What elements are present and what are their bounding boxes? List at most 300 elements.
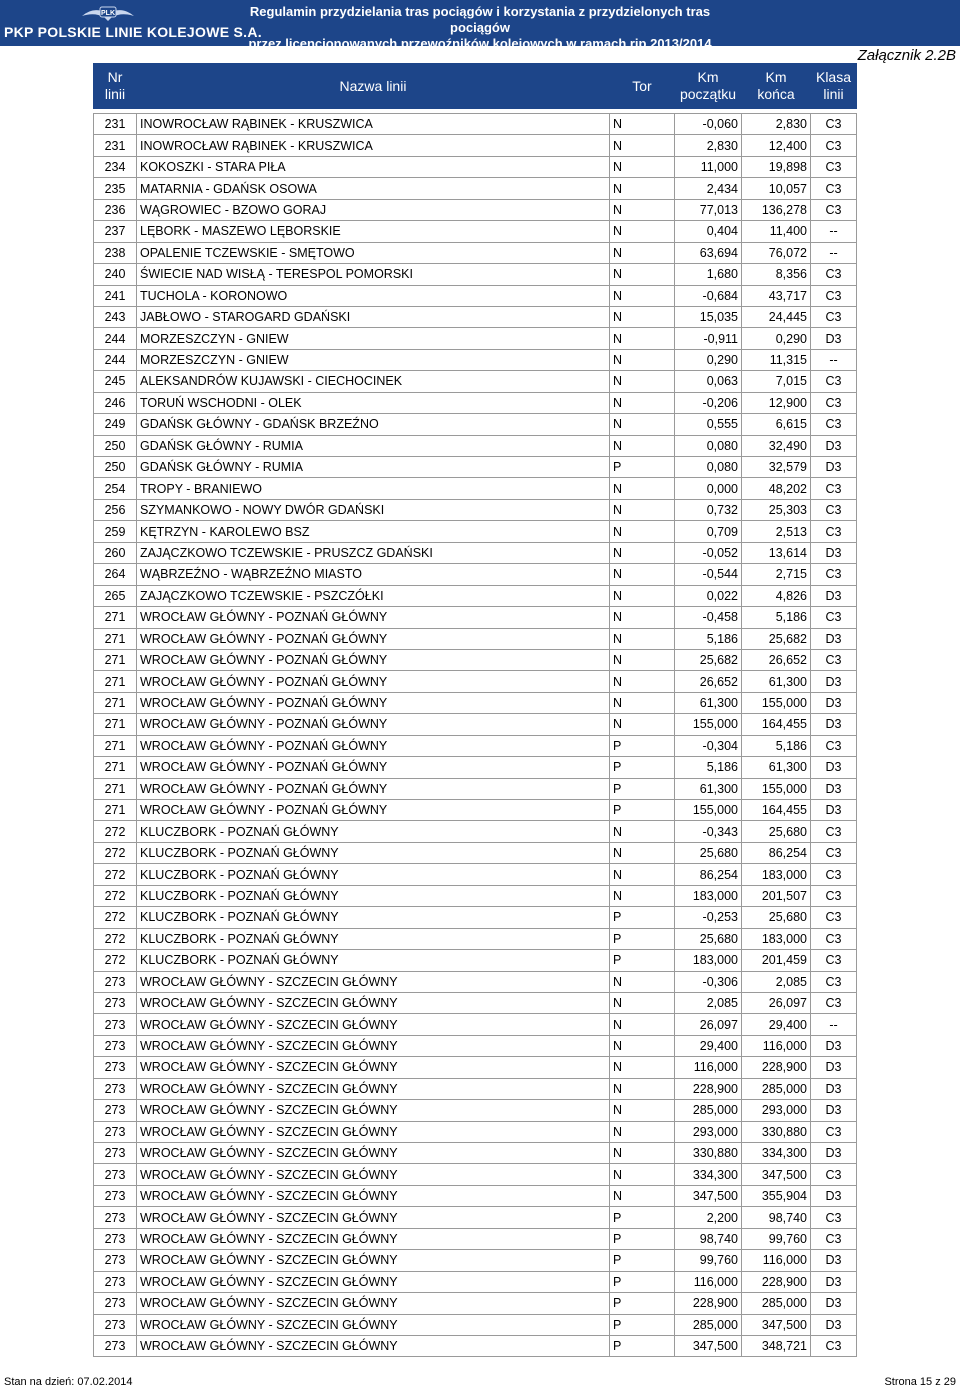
cell-track: N <box>610 1035 675 1056</box>
emblem-letters: PLK <box>101 10 115 17</box>
cell-line-number: 272 <box>94 821 137 842</box>
cell-track: N <box>610 842 675 863</box>
table-row <box>94 521 857 542</box>
cell-km-end: 228,900 <box>742 1271 811 1292</box>
cell-line-number: 273 <box>94 1035 137 1056</box>
cell-km-end: 201,459 <box>742 950 811 971</box>
cell-line-name: ZAJĄCZKOWO TCZEWSKIE - PSZCZÓŁKI <box>137 585 610 606</box>
cell-km-start: 77,013 <box>675 199 742 220</box>
cell-km-end: 4,826 <box>742 585 811 606</box>
table-row <box>94 1014 857 1035</box>
cell-line-name: ŚWIECIE NAD WISŁĄ - TERESPOL POMORSKI <box>137 264 610 285</box>
cell-line-number: 272 <box>94 907 137 928</box>
table-row <box>94 285 857 306</box>
cell-line-number: 272 <box>94 864 137 885</box>
cell-line-number: 273 <box>94 1078 137 1099</box>
cell-line-class: -- <box>811 221 857 242</box>
cell-km-end: 164,455 <box>742 714 811 735</box>
table-row <box>94 971 857 992</box>
cell-track: N <box>610 371 675 392</box>
cell-track: N <box>610 714 675 735</box>
cell-track: N <box>610 114 675 135</box>
cell-line-class: C3 <box>811 607 857 628</box>
table-row <box>94 199 857 220</box>
cell-track: N <box>610 885 675 906</box>
annex-label: Załącznik 2.2B <box>857 47 956 64</box>
cell-km-start: 116,000 <box>675 1271 742 1292</box>
cell-km-end: 25,303 <box>742 499 811 520</box>
cell-line-number: 272 <box>94 842 137 863</box>
cell-line-number: 256 <box>94 499 137 520</box>
cell-km-start: 0,080 <box>675 457 742 478</box>
footer-date: Stan na dzień: 07.02.2014 <box>4 1376 133 1388</box>
cell-line-number: 271 <box>94 692 137 713</box>
cell-line-name: WROCŁAW GŁÓWNY - SZCZECIN GŁÓWNY <box>137 992 610 1013</box>
plk-emblem-icon <box>80 4 136 26</box>
cell-line-name: WROCŁAW GŁÓWNY - SZCZECIN GŁÓWNY <box>137 971 610 992</box>
cell-line-name: WROCŁAW GŁÓWNY - SZCZECIN GŁÓWNY <box>137 1250 610 1271</box>
cell-track: N <box>610 992 675 1013</box>
cell-km-start: 86,254 <box>675 864 742 885</box>
cell-km-end: 5,186 <box>742 607 811 628</box>
cell-km-end: 32,579 <box>742 457 811 478</box>
col-header-nr: Nr linii <box>94 64 137 109</box>
cell-km-start: 155,000 <box>675 714 742 735</box>
cell-track: N <box>610 499 675 520</box>
cell-km-end: 25,680 <box>742 907 811 928</box>
cell-line-number: 245 <box>94 371 137 392</box>
table-row <box>94 178 857 199</box>
cell-km-end: 8,356 <box>742 264 811 285</box>
cell-track: N <box>610 178 675 199</box>
cell-line-number: 271 <box>94 649 137 670</box>
cell-track: N <box>610 414 675 435</box>
cell-km-start: 98,740 <box>675 1228 742 1249</box>
cell-line-class: C3 <box>811 1121 857 1142</box>
cell-km-start: 26,097 <box>675 1014 742 1035</box>
cell-km-end: 10,057 <box>742 178 811 199</box>
cell-track: N <box>610 349 675 370</box>
cell-track: N <box>610 264 675 285</box>
cell-line-name: KLUCZBORK - POZNAŃ GŁÓWNY <box>137 950 610 971</box>
cell-line-number: 273 <box>94 1143 137 1164</box>
cell-km-end: 2,085 <box>742 971 811 992</box>
cell-km-end: 26,652 <box>742 649 811 670</box>
cell-line-number: 271 <box>94 735 137 756</box>
cell-km-end: 293,000 <box>742 1100 811 1121</box>
table-row <box>94 564 857 585</box>
cell-km-end: 12,400 <box>742 135 811 156</box>
cell-line-class: D3 <box>811 1293 857 1314</box>
cell-line-class: C3 <box>811 114 857 135</box>
cell-km-end: 285,000 <box>742 1293 811 1314</box>
table-row <box>94 242 857 263</box>
cell-track: N <box>610 649 675 670</box>
cell-km-start: 0,404 <box>675 221 742 242</box>
cell-line-class: D3 <box>811 1185 857 1206</box>
cell-line-class: C3 <box>811 264 857 285</box>
cell-km-start: 0,022 <box>675 585 742 606</box>
table-body <box>94 114 857 1357</box>
cell-line-class: -- <box>811 349 857 370</box>
table-row <box>94 221 857 242</box>
cell-km-end: 347,500 <box>742 1164 811 1185</box>
cell-line-number: 273 <box>94 1014 137 1035</box>
cell-line-name: GDAŃSK GŁÓWNY - GDAŃSK BRZEŹNO <box>137 414 610 435</box>
table-row <box>94 499 857 520</box>
cell-line-name: ZAJĄCZKOWO TCZEWSKIE - PRUSZCZ GDAŃSKI <box>137 542 610 563</box>
cell-line-class: C3 <box>811 478 857 499</box>
cell-line-name: MORZESZCZYN - GNIEW <box>137 328 610 349</box>
table-row <box>94 778 857 799</box>
cell-km-start: -0,544 <box>675 564 742 585</box>
cell-km-start: 116,000 <box>675 1057 742 1078</box>
table-row <box>94 1185 857 1206</box>
cell-km-start: -0,684 <box>675 285 742 306</box>
cell-line-number: 271 <box>94 714 137 735</box>
cell-line-class: -- <box>811 1014 857 1035</box>
table-header-row <box>94 64 857 109</box>
cell-track: N <box>610 135 675 156</box>
cell-line-name: WROCŁAW GŁÓWNY - SZCZECIN GŁÓWNY <box>137 1143 610 1164</box>
table-row <box>94 414 857 435</box>
cell-km-end: 155,000 <box>742 692 811 713</box>
cell-line-name: TORUŃ WSCHODNI - OLEK <box>137 392 610 413</box>
table-row <box>94 264 857 285</box>
cell-km-end: 136,278 <box>742 199 811 220</box>
cell-km-end: 285,000 <box>742 1078 811 1099</box>
cell-track: P <box>610 950 675 971</box>
cell-line-number: 271 <box>94 628 137 649</box>
cell-km-end: 116,000 <box>742 1035 811 1056</box>
cell-km-start: 285,000 <box>675 1314 742 1335</box>
cell-line-number: 273 <box>94 1293 137 1314</box>
table-row <box>94 992 857 1013</box>
cell-track: P <box>610 907 675 928</box>
table-row <box>94 1250 857 1271</box>
cell-line-name: WROCŁAW GŁÓWNY - POZNAŃ GŁÓWNY <box>137 649 610 670</box>
table-row <box>94 435 857 456</box>
cell-km-start: 61,300 <box>675 692 742 713</box>
cell-line-number: 273 <box>94 1100 137 1121</box>
table-row <box>94 800 857 821</box>
cell-line-name: GDAŃSK GŁÓWNY - RUMIA <box>137 435 610 456</box>
cell-line-name: LĘBORK - MASZEWO LĘBORSKIE <box>137 221 610 242</box>
cell-track: N <box>610 628 675 649</box>
cell-km-end: 61,300 <box>742 671 811 692</box>
table-row <box>94 1228 857 1249</box>
cell-track: N <box>610 328 675 349</box>
cell-km-end: 334,300 <box>742 1143 811 1164</box>
cell-km-start: 29,400 <box>675 1035 742 1056</box>
cell-line-number: 271 <box>94 757 137 778</box>
cell-km-end: 12,900 <box>742 392 811 413</box>
cell-line-class: C3 <box>811 306 857 327</box>
cell-km-start: 285,000 <box>675 1100 742 1121</box>
cell-track: P <box>610 778 675 799</box>
cell-km-start: 25,680 <box>675 928 742 949</box>
cell-km-end: 116,000 <box>742 1250 811 1271</box>
table-row <box>94 628 857 649</box>
cell-km-end: 201,507 <box>742 885 811 906</box>
cell-km-start: 25,682 <box>675 649 742 670</box>
cell-line-class: C3 <box>811 371 857 392</box>
cell-line-class: D3 <box>811 328 857 349</box>
cell-line-class: D3 <box>811 800 857 821</box>
cell-line-number: 259 <box>94 521 137 542</box>
cell-line-name: KLUCZBORK - POZNAŃ GŁÓWNY <box>137 885 610 906</box>
cell-line-class: C3 <box>811 842 857 863</box>
cell-km-end: 24,445 <box>742 306 811 327</box>
cell-line-class: D3 <box>811 628 857 649</box>
col-header-name: Nazwa linii <box>137 64 610 109</box>
cell-track: N <box>610 306 675 327</box>
cell-line-name: GDAŃSK GŁÓWNY - RUMIA <box>137 457 610 478</box>
cell-line-class: -- <box>811 242 857 263</box>
cell-line-number: 272 <box>94 885 137 906</box>
table-row <box>94 1207 857 1228</box>
cell-line-number: 240 <box>94 264 137 285</box>
cell-km-start: 183,000 <box>675 885 742 906</box>
cell-line-name: WROCŁAW GŁÓWNY - SZCZECIN GŁÓWNY <box>137 1035 610 1056</box>
cell-line-number: 273 <box>94 1164 137 1185</box>
logo-text: PKP POLSKIE LINIE KOLEJOWE S.A. <box>4 24 262 40</box>
table-row <box>94 114 857 135</box>
cell-km-end: 86,254 <box>742 842 811 863</box>
cell-line-name: WROCŁAW GŁÓWNY - SZCZECIN GŁÓWNY <box>137 1293 610 1314</box>
cell-line-class: D3 <box>811 1057 857 1078</box>
cell-line-class: D3 <box>811 1100 857 1121</box>
cell-line-number: 273 <box>94 1185 137 1206</box>
table-row <box>94 371 857 392</box>
cell-line-name: WROCŁAW GŁÓWNY - POZNAŃ GŁÓWNY <box>137 628 610 649</box>
cell-track: N <box>610 392 675 413</box>
table-row <box>94 649 857 670</box>
cell-km-end: 29,400 <box>742 1014 811 1035</box>
cell-track: N <box>610 1121 675 1142</box>
cell-line-name: WĄGROWIEC - BZOWO GORAJ <box>137 199 610 220</box>
cell-km-start: -0,060 <box>675 114 742 135</box>
cell-line-class: D3 <box>811 1271 857 1292</box>
cell-line-number: 264 <box>94 564 137 585</box>
table-row <box>94 907 857 928</box>
cell-km-end: 164,455 <box>742 800 811 821</box>
cell-track: P <box>610 457 675 478</box>
table-row <box>94 306 857 327</box>
cell-track: N <box>610 156 675 177</box>
cell-line-number: 238 <box>94 242 137 263</box>
cell-track: P <box>610 1335 675 1356</box>
cell-line-number: 273 <box>94 1121 137 1142</box>
cell-line-name: SZYMANKOWO - NOWY DWÓR GDAŃSKI <box>137 499 610 520</box>
cell-km-start: 228,900 <box>675 1078 742 1099</box>
cell-track: P <box>610 1228 675 1249</box>
cell-track: N <box>610 1057 675 1078</box>
cell-line-name: WROCŁAW GŁÓWNY - POZNAŃ GŁÓWNY <box>137 735 610 756</box>
cell-line-name: KLUCZBORK - POZNAŃ GŁÓWNY <box>137 864 610 885</box>
cell-line-class: D3 <box>811 1035 857 1056</box>
cell-track: N <box>610 1078 675 1099</box>
cell-km-start: -0,343 <box>675 821 742 842</box>
cell-km-start: -0,911 <box>675 328 742 349</box>
table-row <box>94 1078 857 1099</box>
cell-line-number: 237 <box>94 221 137 242</box>
cell-line-name: WROCŁAW GŁÓWNY - SZCZECIN GŁÓWNY <box>137 1100 610 1121</box>
company-logo <box>4 2 262 44</box>
cell-line-number: 271 <box>94 607 137 628</box>
cell-km-end: 0,290 <box>742 328 811 349</box>
cell-line-number: 236 <box>94 199 137 220</box>
cell-line-class: D3 <box>811 1314 857 1335</box>
table-row <box>94 585 857 606</box>
cell-line-class: C3 <box>811 971 857 992</box>
cell-line-name: WROCŁAW GŁÓWNY - POZNAŃ GŁÓWNY <box>137 692 610 713</box>
table-row <box>94 864 857 885</box>
table-row <box>94 714 857 735</box>
cell-line-name: WROCŁAW GŁÓWNY - SZCZECIN GŁÓWNY <box>137 1207 610 1228</box>
cell-line-class: C3 <box>811 392 857 413</box>
cell-km-start: -0,304 <box>675 735 742 756</box>
cell-track: N <box>610 607 675 628</box>
cell-line-class: D3 <box>811 1078 857 1099</box>
cell-track: N <box>610 285 675 306</box>
cell-line-number: 260 <box>94 542 137 563</box>
cell-track: P <box>610 928 675 949</box>
table-row <box>94 1293 857 1314</box>
cell-track: N <box>610 478 675 499</box>
cell-track: N <box>610 564 675 585</box>
cell-km-start: 330,880 <box>675 1143 742 1164</box>
cell-track: P <box>610 735 675 756</box>
table-row <box>94 757 857 778</box>
cell-km-start: 334,300 <box>675 1164 742 1185</box>
cell-km-end: 183,000 <box>742 928 811 949</box>
table-row <box>94 607 857 628</box>
cell-km-end: 347,500 <box>742 1314 811 1335</box>
cell-line-name: WROCŁAW GŁÓWNY - SZCZECIN GŁÓWNY <box>137 1057 610 1078</box>
cell-track: P <box>610 1314 675 1335</box>
cell-line-class: C3 <box>811 285 857 306</box>
cell-km-start: 2,200 <box>675 1207 742 1228</box>
cell-km-start: 1,680 <box>675 264 742 285</box>
col-header-km-end: Km końca <box>742 64 811 109</box>
cell-track: N <box>610 1185 675 1206</box>
cell-km-end: 13,614 <box>742 542 811 563</box>
cell-line-number: 273 <box>94 1207 137 1228</box>
cell-track: P <box>610 1250 675 1271</box>
cell-line-class: C3 <box>811 1228 857 1249</box>
table-row <box>94 821 857 842</box>
cell-km-start: 228,900 <box>675 1293 742 1314</box>
cell-line-name: WROCŁAW GŁÓWNY - SZCZECIN GŁÓWNY <box>137 1314 610 1335</box>
cell-line-class: C3 <box>811 649 857 670</box>
cell-track: N <box>610 971 675 992</box>
cell-km-end: 25,680 <box>742 821 811 842</box>
cell-line-name: TROPY - BRANIEWO <box>137 478 610 499</box>
cell-track: N <box>610 1164 675 1185</box>
cell-km-end: 11,400 <box>742 221 811 242</box>
cell-line-class: C3 <box>811 992 857 1013</box>
document-title <box>230 4 730 52</box>
cell-km-start: 0,080 <box>675 435 742 456</box>
cell-track: N <box>610 671 675 692</box>
cell-line-name: WROCŁAW GŁÓWNY - POZNAŃ GŁÓWNY <box>137 607 610 628</box>
table-row <box>94 885 857 906</box>
cell-line-name: KĘTRZYN - KAROLEWO BSZ <box>137 521 610 542</box>
cell-line-number: 243 <box>94 306 137 327</box>
table-row <box>94 1057 857 1078</box>
cell-km-start: 25,680 <box>675 842 742 863</box>
cell-km-end: 11,315 <box>742 349 811 370</box>
cell-line-number: 231 <box>94 114 137 135</box>
cell-line-name: WROCŁAW GŁÓWNY - SZCZECIN GŁÓWNY <box>137 1185 610 1206</box>
cell-line-class: D3 <box>811 1250 857 1271</box>
cell-line-name: WĄBRZEŹNO - WĄBRZEŹNO MIASTO <box>137 564 610 585</box>
cell-line-class: D3 <box>811 435 857 456</box>
cell-line-class: D3 <box>811 542 857 563</box>
table-row <box>94 478 857 499</box>
cell-line-class: C3 <box>811 521 857 542</box>
cell-track: P <box>610 1293 675 1314</box>
cell-km-start: 26,652 <box>675 671 742 692</box>
cell-km-end: 155,000 <box>742 778 811 799</box>
cell-line-class: C3 <box>811 199 857 220</box>
table-row <box>94 156 857 177</box>
cell-line-number: 271 <box>94 800 137 821</box>
cell-line-class: D3 <box>811 585 857 606</box>
cell-line-number: 241 <box>94 285 137 306</box>
cell-line-number: 265 <box>94 585 137 606</box>
cell-km-end: 5,186 <box>742 735 811 756</box>
cell-line-class: C3 <box>811 928 857 949</box>
cell-line-name: KLUCZBORK - POZNAŃ GŁÓWNY <box>137 928 610 949</box>
railway-lines-table <box>93 63 857 1357</box>
cell-line-class: C3 <box>811 135 857 156</box>
table-row <box>94 1035 857 1056</box>
cell-line-number: 273 <box>94 1057 137 1078</box>
cell-line-class: D3 <box>811 671 857 692</box>
table-row <box>94 392 857 413</box>
cell-line-number: 244 <box>94 328 137 349</box>
cell-track: N <box>610 542 675 563</box>
cell-km-end: 355,904 <box>742 1185 811 1206</box>
cell-km-end: 228,900 <box>742 1057 811 1078</box>
cell-line-name: KOKOSZKI - STARA PIŁA <box>137 156 610 177</box>
cell-line-name: WROCŁAW GŁÓWNY - SZCZECIN GŁÓWNY <box>137 1121 610 1142</box>
cell-km-end: 99,760 <box>742 1228 811 1249</box>
table-row <box>94 1314 857 1335</box>
cell-track: N <box>610 221 675 242</box>
col-header-tor: Tor <box>610 64 675 109</box>
cell-track: N <box>610 1143 675 1164</box>
cell-km-end: 7,015 <box>742 371 811 392</box>
table-row <box>94 928 857 949</box>
cell-km-start: 15,035 <box>675 306 742 327</box>
cell-km-start: -0,206 <box>675 392 742 413</box>
cell-line-number: 272 <box>94 950 137 971</box>
cell-line-name: KLUCZBORK - POZNAŃ GŁÓWNY <box>137 821 610 842</box>
cell-line-number: 250 <box>94 457 137 478</box>
table-row <box>94 1164 857 1185</box>
cell-line-class: C3 <box>811 178 857 199</box>
col-header-class: Klasa linii <box>811 64 857 109</box>
footer-page-number: Strona 15 z 29 <box>884 1376 956 1388</box>
cell-track: P <box>610 800 675 821</box>
cell-km-start: -0,253 <box>675 907 742 928</box>
cell-line-class: C3 <box>811 907 857 928</box>
cell-line-name: WROCŁAW GŁÓWNY - SZCZECIN GŁÓWNY <box>137 1228 610 1249</box>
cell-line-class: C3 <box>811 499 857 520</box>
